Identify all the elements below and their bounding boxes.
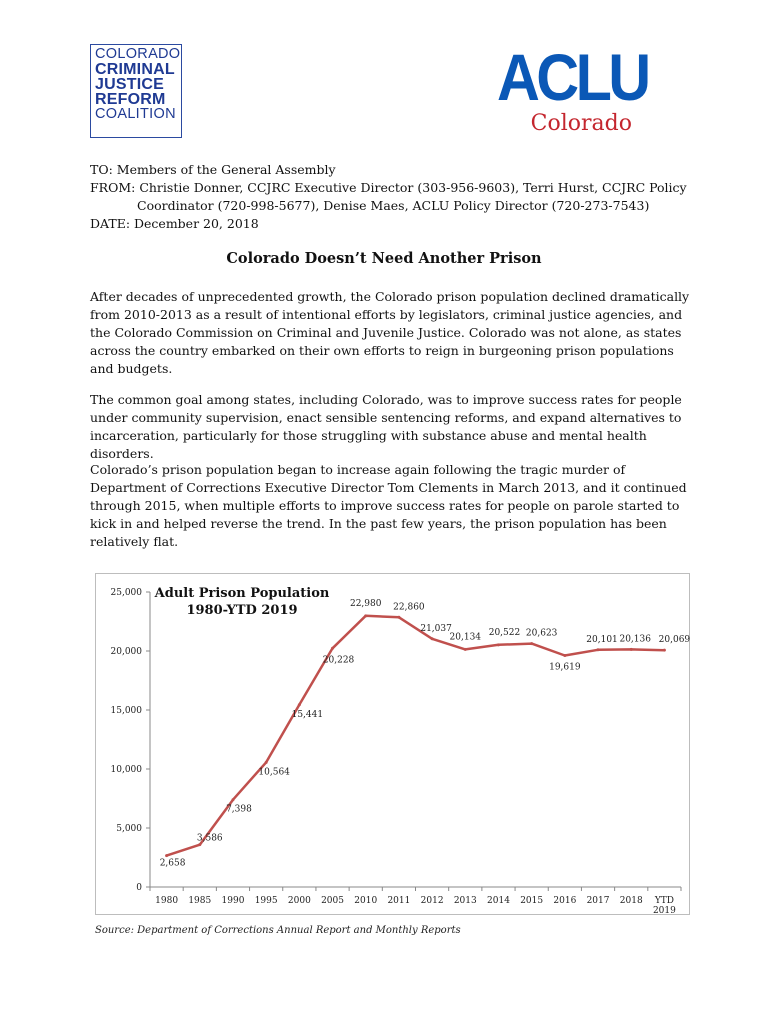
logo-line: COALITION [95, 106, 176, 122]
x-tick-label: 2014 [487, 896, 510, 906]
logo-line: REFORM [95, 91, 166, 108]
aclu-state-label: Colorado [530, 111, 632, 136]
paragraph: The common goal among states, including Colorado, was to improve success rates for people under community supervision, enact sensible sentencing reforms, and expand alternatives to incarceration, particularly for those struggling with substance abuse and mental health disorders. [90, 392, 682, 461]
memo-from: FROM: Christie Donner, CCJRC Executive Director (303-956-9603), Terri Hurst, CCJRC Policy [90, 180, 687, 195]
data-point [530, 642, 533, 645]
data-point [265, 761, 268, 764]
logo-line: COLORADO [95, 46, 181, 62]
y-tick-label: 5,000 [116, 824, 142, 834]
x-tick-label: 2000 [287, 896, 311, 906]
memo-header [90, 161, 687, 233]
x-tick-label: YTD [654, 896, 674, 906]
data-label: 20,136 [619, 634, 651, 645]
data-point [630, 648, 633, 651]
document-title: Colorado Doesn’t Need Another Prison [226, 250, 542, 267]
x-tick-label: 2019 [652, 906, 676, 916]
x-tick-label: 2005 [321, 896, 344, 906]
memo-from-continued: Coordinator (720-998-5677), Denise Maes, ACLU Policy Director (720-273-7543) [137, 198, 650, 213]
x-tick-label: 2016 [553, 896, 577, 906]
ccjrc-logo [90, 44, 182, 138]
y-tick-label: 20,000 [110, 647, 142, 657]
aclu-logo [497, 40, 677, 144]
chart-title: Adult Prison Population [154, 586, 330, 601]
x-tick-label: 1985 [188, 896, 212, 906]
x-tick-label: 1990 [221, 896, 245, 906]
y-tick-label: 15,000 [110, 706, 142, 716]
x-tick-label: 2018 [619, 896, 643, 906]
x-tick-label: 2017 [586, 896, 610, 906]
data-point [464, 648, 467, 651]
data-label: 22,860 [393, 602, 425, 613]
memo-to: TO: Members of the General Assembly [90, 162, 336, 177]
data-label: 20,069 [658, 635, 691, 646]
series-line [167, 616, 665, 856]
data-label: 22,980 [349, 598, 382, 609]
aclu-wordmark: ACLU [497, 40, 648, 114]
data-point [331, 647, 334, 650]
data-point [231, 798, 234, 801]
data-label: 15,441 [291, 709, 324, 720]
data-label: 20,228 [322, 655, 355, 666]
data-point [663, 649, 666, 652]
data-label: 2,658 [159, 858, 186, 869]
data-point [431, 637, 434, 640]
chart-source: Source: Department of Corrections Annual Report and Monthly Reports [95, 925, 461, 936]
data-label: 19,619 [549, 662, 581, 673]
data-label: 10,564 [258, 767, 290, 778]
data-label: 3,586 [196, 833, 223, 844]
x-tick-label: 1980 [155, 896, 179, 906]
data-label: 20,522 [488, 627, 521, 638]
memo-date: DATE: December 20, 2018 [90, 216, 259, 231]
data-point [597, 648, 600, 651]
data-point [563, 654, 566, 657]
data-point [397, 616, 400, 619]
data-point [497, 643, 500, 646]
chart-frame [95, 573, 690, 915]
data-point [364, 614, 367, 617]
logo-line: CRIMINAL [95, 61, 175, 78]
x-tick-label: 2015 [520, 896, 544, 906]
data-label: 20,623 [525, 628, 558, 639]
line-chart [96, 574, 691, 916]
x-tick-label: 2012 [420, 896, 444, 906]
logo-line: JUSTICE [95, 76, 164, 93]
data-label: 21,037 [420, 623, 452, 634]
data-label: 20,101 [586, 634, 618, 645]
data-point [298, 703, 301, 706]
x-tick-label: 2013 [453, 896, 477, 906]
chart-subtitle: 1980-YTD 2019 [186, 603, 298, 618]
x-tick-label: 2010 [354, 896, 378, 906]
data-point [165, 854, 168, 857]
y-tick-label: 0 [136, 883, 142, 893]
paragraph: Colorado’s prison population began to increase again following the tragic murder of Department of Corrections Executive Director Tom Clements in March 2013, and it continued through 2015, when multiple efforts to improve success rates for people on parole started to kick in and helped reverse the trend. In the past few years, the prison population has been relatively flat. [90, 462, 687, 549]
y-tick-label: 25,000 [110, 588, 142, 598]
data-label: 20,134 [449, 632, 482, 643]
data-label: 7,398 [226, 804, 252, 815]
x-tick-label: 1995 [254, 896, 278, 906]
paragraph: After decades of unprecedented growth, the Colorado prison population declined dramatically from 2010-2013 as a result of intentional efforts by legislators, criminal justice agencies, and the Colorado Commission on Criminal and Juvenile Justice. Colorado was not alone, as states across the country embarked on their own efforts to reign in burgeoning prison populations and budgets. [90, 289, 690, 376]
y-tick-label: 10,000 [110, 765, 142, 775]
x-tick-label: 2011 [387, 896, 411, 906]
